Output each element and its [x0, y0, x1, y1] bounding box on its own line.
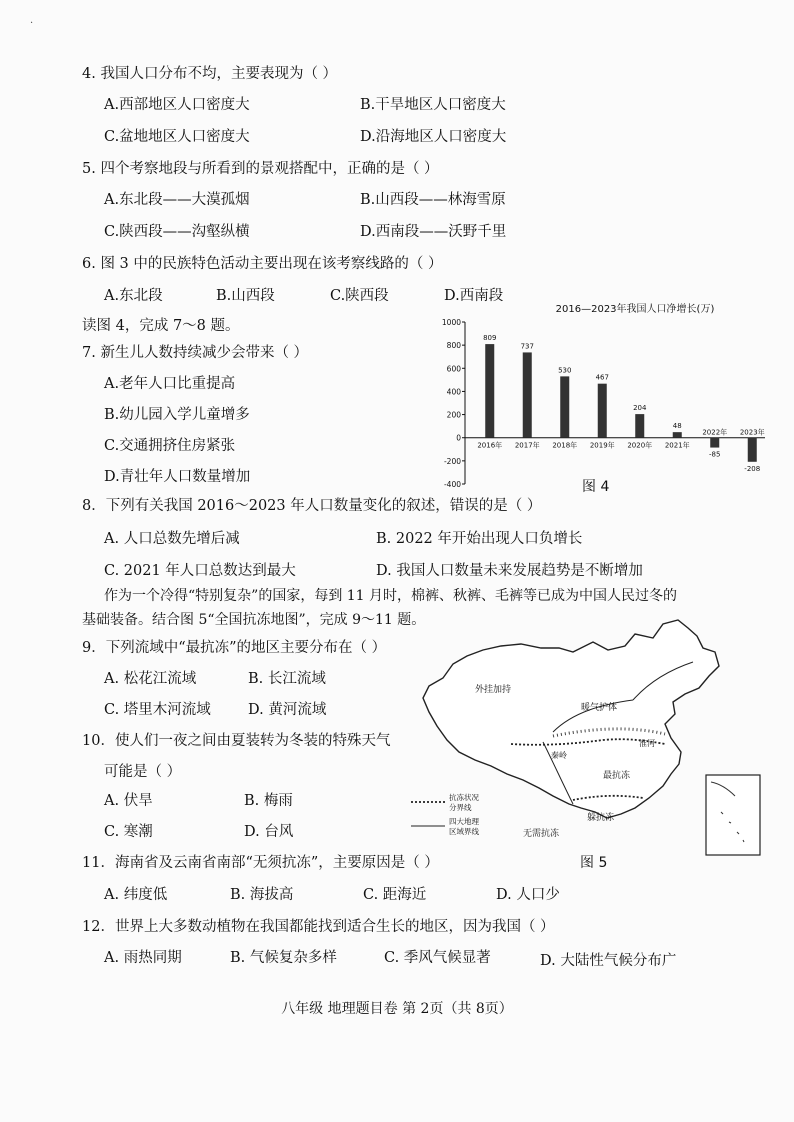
q8-stem: 8．下列有关我国 2016～2023 年人口数量变化的叙述，错误的是（ ） [82, 498, 542, 514]
x-category-label: 2020年 [627, 441, 653, 450]
q11-option-b[interactable]: B. 海拔高 [230, 887, 294, 903]
q8-option-a[interactable]: A. 人口总数先增后减 [104, 531, 240, 547]
region-label-outer: 外挂加持 [475, 685, 512, 695]
bar-2023年 [748, 438, 757, 462]
south-china-sea-inset [706, 775, 760, 855]
q4-option-d[interactable]: D.沿海地区人口密度大 [360, 129, 507, 145]
legend-dotted-label-2: 分界线 [449, 803, 472, 812]
page-footer: 八年级 地理题目卷 第 2页（共 8页） [281, 1001, 513, 1017]
y-tick-label: 0 [456, 433, 461, 443]
q6-option-b[interactable]: B.山西段 [216, 288, 275, 304]
q10-stem-2: 可能是（ ） [104, 764, 182, 780]
q7-option-a[interactable]: A.老年人口比重提高 [104, 376, 236, 392]
q12-option-a[interactable]: A. 雨热同期 [104, 950, 182, 966]
q8-option-b[interactable]: B. 2022 年开始出现人口负增长 [376, 531, 583, 547]
region-label-most-freeze: 最抗冻 [603, 771, 631, 781]
bar-2018年 [560, 376, 569, 437]
bar-2016年 [485, 344, 494, 438]
q4-stem: 4. 我国人口分布不均，主要表现为（ ） [82, 66, 338, 82]
q11-option-d[interactable]: D. 人口少 [496, 887, 560, 903]
y-tick-label: 600 [446, 364, 461, 374]
intro-9-11-line2: 基础装备。结合图 5“全国抗冻地图”，完成 9～11 题。 [82, 612, 426, 628]
bar-2022年 [710, 438, 719, 448]
q6-option-a[interactable]: A.东北段 [104, 288, 163, 304]
q5-option-c[interactable]: C.陕西段——沟壑纵横 [104, 224, 250, 240]
bar-2019年 [598, 384, 607, 438]
q7-option-d[interactable]: D.青壮年人口数量增加 [104, 469, 251, 485]
figure-5-caption: 图 5 [580, 855, 608, 871]
region-label-qinling: 秦岭 [551, 751, 567, 760]
legend-dotted-label-1: 抗冻状况 [449, 793, 479, 802]
q4-option-b[interactable]: B.干旱地区人口密度大 [360, 97, 506, 113]
q11-stem: 11．海南省及云南省南部“无须抗冻”，主要原因是（ ） [82, 855, 439, 871]
q6-option-d[interactable]: D.西南段 [444, 288, 504, 304]
q11-option-a[interactable]: A. 纬度低 [104, 887, 168, 903]
bar-2021年 [673, 432, 682, 438]
bar-value-label: 48 [672, 422, 682, 431]
q8-option-d[interactable]: D. 我国人口数量未来发展趋势是不断增加 [376, 563, 643, 579]
x-category-label: 2023年 [739, 428, 765, 437]
q12-stem: 12．世界上大多数动植物在我国都能找到适合生长的地区，因为我国（ ） [82, 919, 555, 935]
q7-option-b[interactable]: B.幼儿园入学儿童增多 [104, 407, 250, 423]
q6-stem: 6. 图 3 中的民族特色活动主要出现在该考察线路的（ ） [82, 256, 443, 272]
y-tick-label: -200 [443, 456, 461, 466]
bar-value-label: 530 [558, 366, 572, 375]
q9-stem: 9．下列流域中“最抗冻”的地区主要分布在（ ） [82, 640, 387, 656]
y-tick-label: 800 [446, 341, 461, 351]
q7-stem: 7. 新生儿人数持续减少会带来（ ） [82, 345, 309, 361]
x-category-label: 2022年 [702, 428, 728, 437]
x-category-label: 2021年 [664, 441, 690, 450]
population-growth-chart [425, 298, 775, 493]
q9-option-d[interactable]: D. 黄河流域 [248, 702, 327, 718]
bar-value-label: 809 [483, 334, 497, 343]
figure-4-caption: 图 4 [582, 479, 610, 495]
q8-option-c[interactable]: C. 2021 年人口总数达到最大 [104, 563, 296, 579]
y-tick-label: -400 [443, 480, 461, 489]
q10-option-b[interactable]: B. 梅雨 [244, 793, 293, 809]
q4-option-a[interactable]: A.西部地区人口密度大 [104, 97, 250, 113]
q5-stem: 5. 四个考察地段与所看到的景观搭配中，正确的是（ ） [82, 161, 439, 177]
q11-option-c[interactable]: C. 距海近 [363, 887, 427, 903]
intro-7-8: 读图 4，完成 7～8 题。 [82, 318, 240, 334]
x-category-label: 2017年 [514, 441, 540, 450]
legend-solid-label-1: 四大地理 [449, 817, 479, 826]
scan-mark: · [30, 18, 34, 29]
q5-option-b[interactable]: B.山西段——林海雪原 [360, 192, 506, 208]
x-category-label: 2019年 [589, 441, 615, 450]
legend-solid-label-2: 区域界线 [449, 827, 479, 836]
q4-option-c[interactable]: C.盆地地区人口密度大 [104, 129, 250, 145]
bar-value-label: 737 [520, 342, 534, 351]
y-tick-label: 400 [446, 387, 461, 397]
china-anti-freeze-map [403, 612, 775, 857]
y-tick-label: 1000 [441, 318, 461, 327]
bar-2017年 [523, 352, 532, 437]
bar-value-label: 204 [633, 404, 647, 413]
region-label-huaihe: 淮河 [639, 739, 655, 748]
bar-2020年 [635, 414, 644, 438]
bar-value-label: 467 [595, 373, 609, 382]
y-tick-label: 200 [446, 410, 461, 420]
intro-9-11-line1: 作为一个冷得“特别复杂”的国家，每到 11 月时，棉裤、秋裤、毛裤等已成为中国人民过冬的 [104, 588, 678, 604]
q9-option-b[interactable]: B. 长江流域 [248, 671, 326, 687]
q12-option-b[interactable]: B. 气候复杂多样 [230, 950, 337, 966]
bar-value-label: -208 [744, 464, 761, 473]
q9-option-a[interactable]: A. 松花江流域 [104, 671, 197, 687]
region-label-no-freeze: 无需抗冻 [523, 829, 560, 839]
q10-option-c[interactable]: C. 寒潮 [104, 824, 153, 840]
q10-option-d[interactable]: D. 台风 [244, 824, 294, 840]
q5-option-d[interactable]: D.西南段——沃野千里 [360, 224, 507, 240]
q5-option-a[interactable]: A.东北段——大漠孤烟 [104, 192, 250, 208]
q6-option-c[interactable]: C.陕西段 [330, 288, 389, 304]
x-category-label: 2018年 [552, 441, 578, 450]
q12-option-c[interactable]: C. 季风气候显著 [384, 950, 491, 966]
q10-stem: 10．使人们一夜之间由夏装转为冬装的特殊天气 [82, 733, 391, 749]
q7-option-c[interactable]: C.交通拥挤住房紧张 [104, 438, 236, 454]
x-category-label: 2016年 [477, 441, 503, 450]
q9-option-c[interactable]: C. 塔里木河流域 [104, 702, 211, 718]
region-label-avoid: 躲抗冻 [587, 813, 615, 823]
q10-option-a[interactable]: A. 伏旱 [104, 793, 153, 809]
region-label-heating: 暖气护体 [581, 703, 618, 713]
chart-title: 2016—2023年我国人口净增长(万) [555, 304, 715, 315]
bar-value-label: -85 [709, 450, 721, 459]
q12-option-d[interactable]: D. 大陆性气候分布广 [540, 953, 677, 969]
